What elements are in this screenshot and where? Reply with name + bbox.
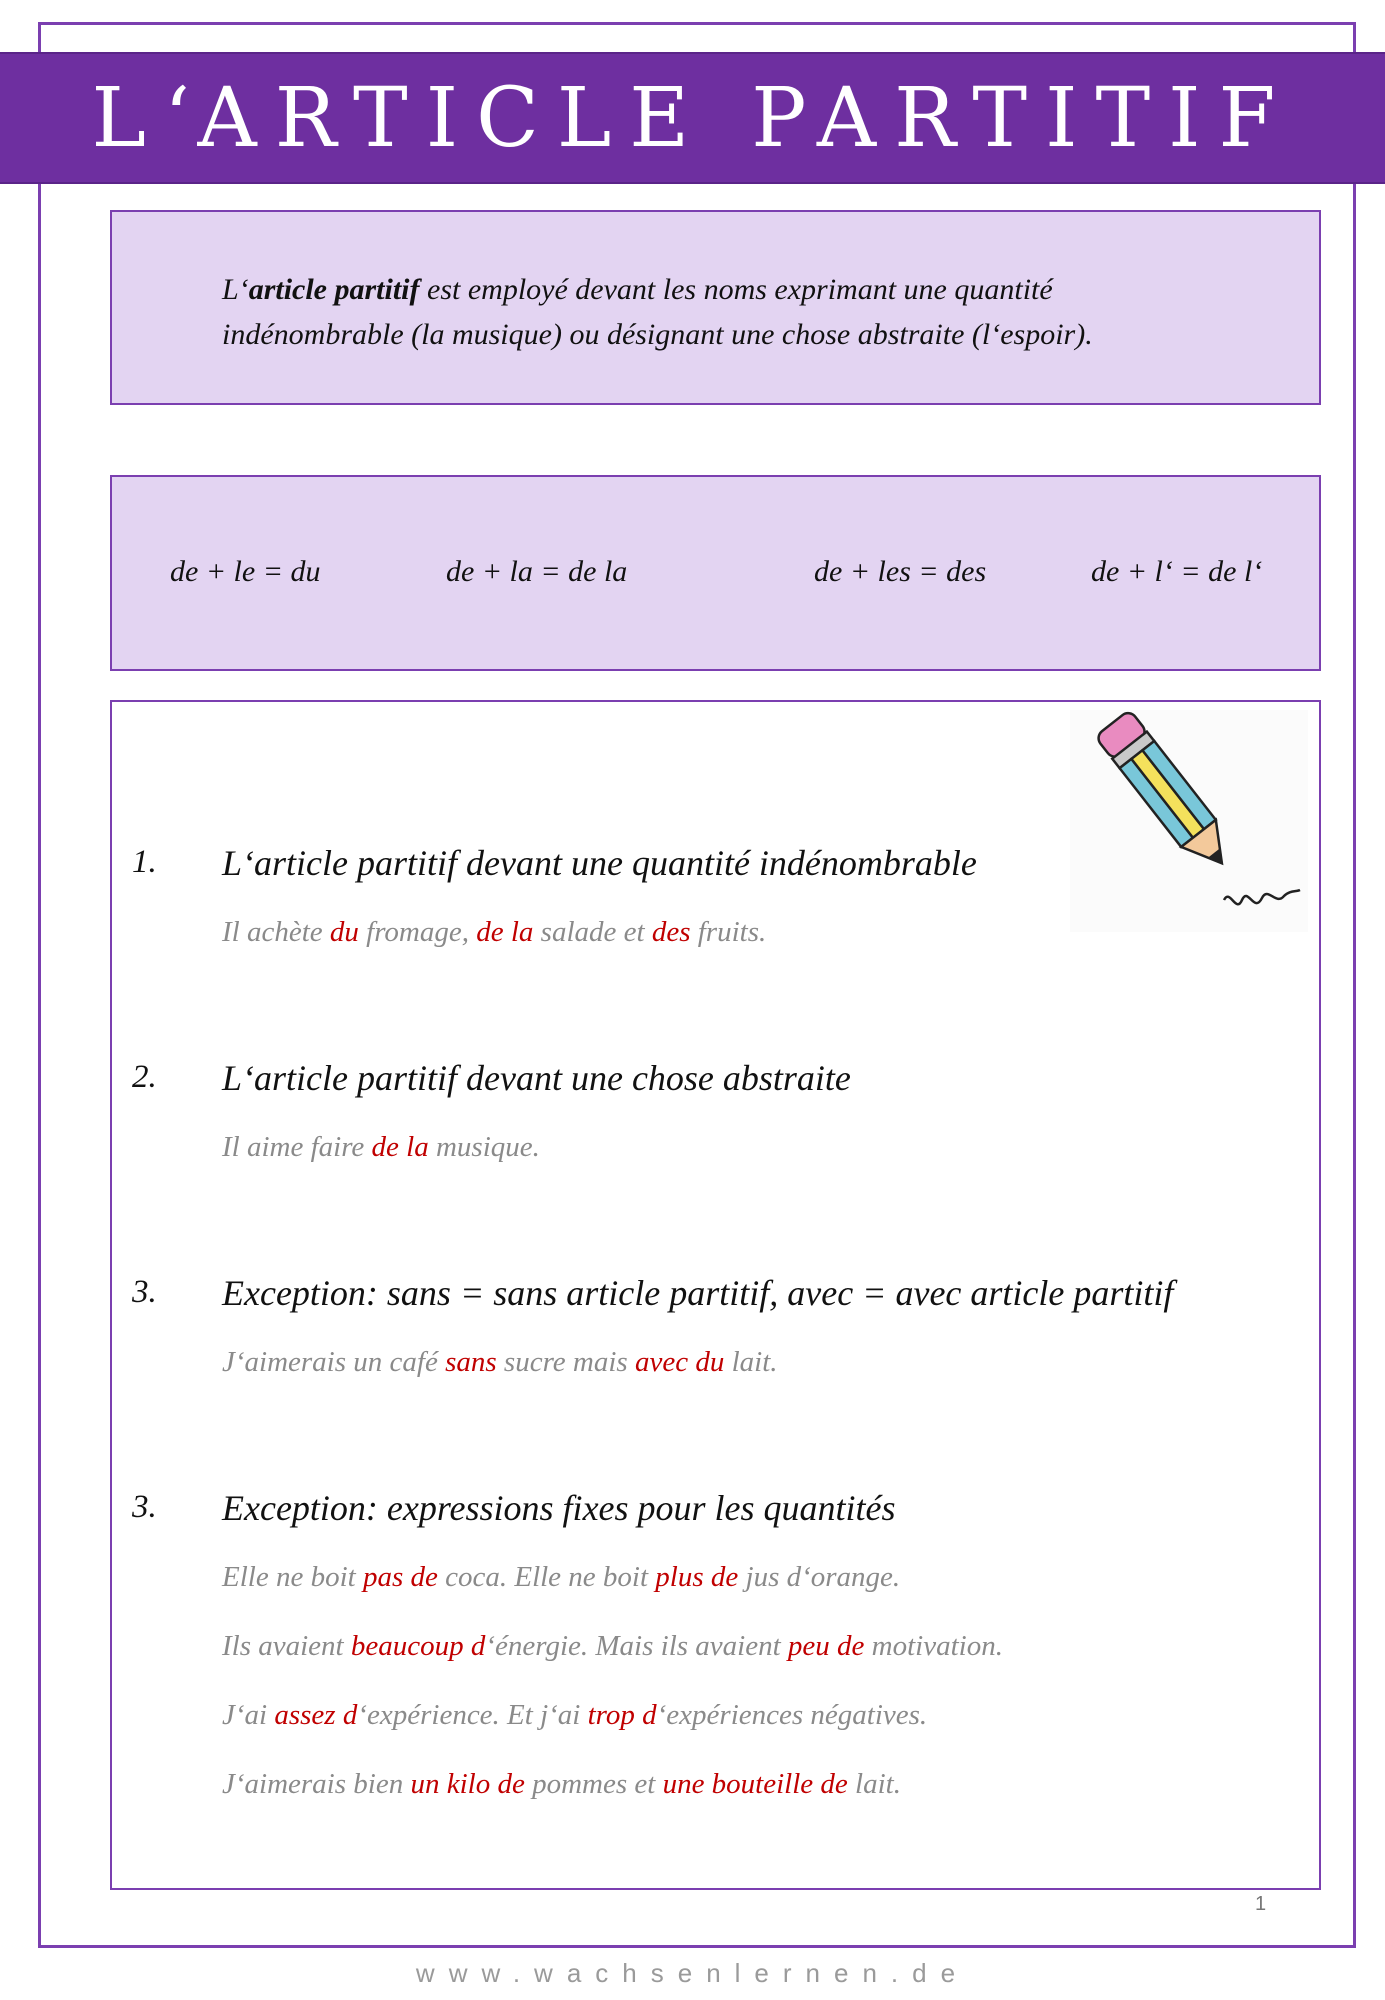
section-heading: L‘article partitif devant une chose abstraite: [222, 1058, 851, 1098]
example-text: J‘ai: [222, 1699, 275, 1731]
example-text: lait.: [724, 1346, 778, 1378]
example-text: sucre mais: [496, 1346, 635, 1378]
example-text: Il achète: [222, 916, 330, 948]
highlighted-article: plus de: [655, 1561, 739, 1593]
formulas-box: [110, 475, 1321, 671]
page-title: L‘ARTICLE PARTITIF: [91, 70, 1294, 166]
example-text: motivation.: [864, 1630, 1003, 1662]
intro-line2: indénombrable (la musique) ou désignant une chose abstraite (l‘espoir).: [222, 318, 1093, 351]
example-text: fruits.: [690, 916, 767, 948]
example-sentence: [222, 1561, 900, 1594]
intro-line1-rest: est employé devant les noms exprimant une quantité: [419, 273, 1053, 306]
highlighted-article: une bouteille de: [662, 1768, 848, 1800]
example-sentence: [222, 1630, 1003, 1663]
example-text: ‘énergie. Mais ils avaient: [485, 1630, 788, 1662]
formula-de-l: de + l‘ = de l‘: [1091, 555, 1263, 588]
intro-box: [110, 210, 1321, 405]
example-text: jus d‘orange.: [738, 1561, 901, 1593]
section-heading: L‘article partitif devant une quantité indénombrable: [222, 843, 977, 883]
example-text: Il aime faire: [222, 1131, 372, 1163]
intro-prefix: L‘: [222, 273, 249, 306]
example-text: musique.: [428, 1131, 540, 1163]
section-number: 3.: [132, 1489, 157, 1525]
example-text: Ils avaient: [222, 1630, 351, 1662]
example-text: fromage,: [358, 916, 477, 948]
section-number: 2.: [132, 1059, 157, 1095]
example-sentence: [222, 1699, 927, 1732]
highlighted-article: peu de: [787, 1630, 865, 1662]
example-text: salade et: [533, 916, 652, 948]
highlighted-article: pas de: [362, 1561, 438, 1593]
footer-url[interactable]: www.wachsenlernen.de: [415, 1958, 970, 1988]
example-sentence: [222, 1131, 540, 1164]
highlighted-article: de la: [371, 1131, 429, 1163]
highlighted-article: du: [329, 916, 359, 948]
example-text: coca. Elle ne boit: [437, 1561, 656, 1593]
highlighted-article: beaucoup d: [350, 1630, 486, 1662]
example-text: ‘expérience. Et j‘ai: [357, 1699, 588, 1731]
title-banner: [0, 52, 1385, 184]
page-number: 1: [1255, 1893, 1267, 1915]
example-sentence: [222, 916, 766, 949]
pencil-icon: [1070, 710, 1308, 932]
section-heading: Exception: expressions fixes pour les quantités: [222, 1488, 896, 1528]
highlighted-article: des: [651, 916, 691, 948]
rules-box: [110, 700, 1321, 1890]
example-text: Elle ne boit: [222, 1561, 363, 1593]
section-heading: Exception: sans = sans article partitif, avec = avec article partitif: [222, 1273, 1174, 1313]
example-sentence: [222, 1346, 778, 1379]
formula-du: de + le = du: [170, 555, 321, 588]
section-number: 3.: [132, 1274, 157, 1310]
formula-des: de + les = des: [814, 555, 987, 588]
highlighted-article: assez d: [274, 1699, 358, 1731]
example-sentence: [222, 1768, 901, 1801]
example-text: ‘expériences négatives.: [656, 1699, 928, 1731]
example-text: pommes et: [524, 1768, 663, 1800]
highlighted-article: de la: [476, 916, 534, 948]
section-number: 1.: [132, 844, 157, 880]
highlighted-article: avec du: [634, 1346, 725, 1378]
example-text: J‘aimerais un café: [222, 1346, 446, 1378]
highlighted-article: sans: [445, 1346, 497, 1378]
intro-text: [222, 267, 1222, 357]
example-text: J‘aimerais bien: [222, 1768, 411, 1800]
highlighted-article: trop d: [587, 1699, 657, 1731]
example-text: lait.: [847, 1768, 901, 1800]
formula-de-la: de + la = de la: [446, 555, 628, 588]
intro-bold-term: article partitif: [248, 273, 420, 306]
highlighted-article: un kilo de: [410, 1768, 525, 1800]
